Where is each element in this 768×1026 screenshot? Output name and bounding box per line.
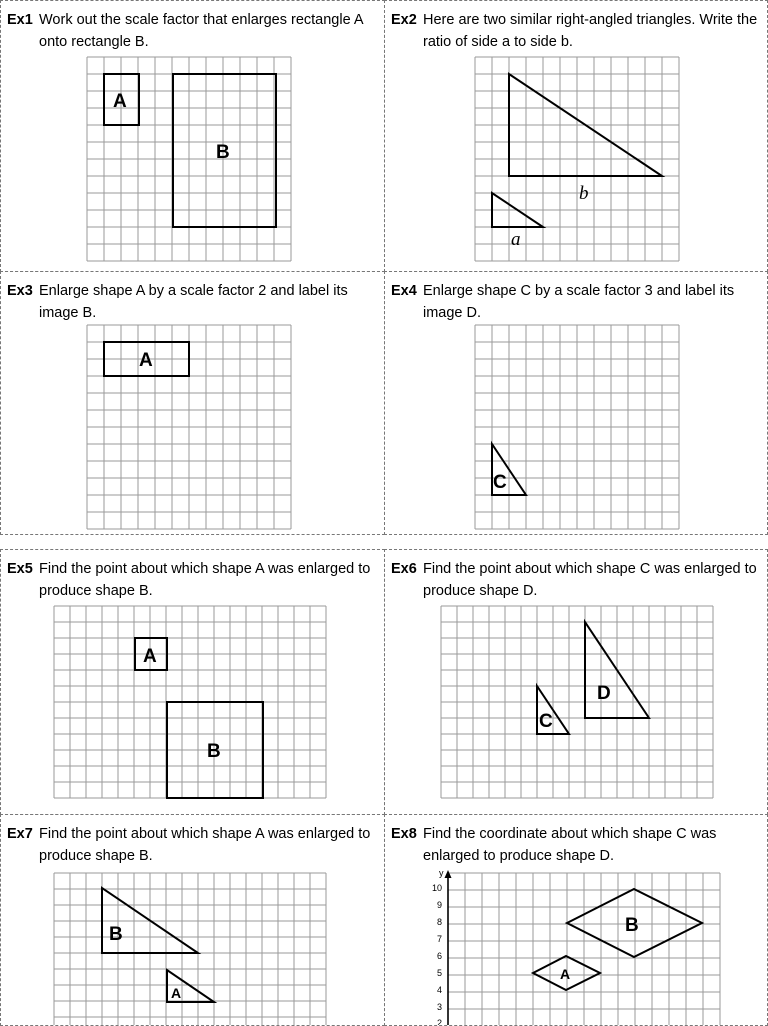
label-side-b: b [579, 183, 589, 204]
exercise-8-diagram [385, 815, 768, 1026]
label-a: A [113, 91, 127, 112]
exercise-6-diagram [385, 550, 768, 815]
label-b: B [207, 741, 221, 762]
y-tick-label: 10 [432, 883, 443, 893]
grid [475, 57, 679, 261]
y-tick-labels [432, 883, 442, 1026]
y-tick-label: 8 [437, 917, 443, 927]
y-tick-label: 4 [437, 985, 443, 995]
y-tick-label: 9 [437, 900, 443, 910]
exercise-question: Enlarge shape A by a scale factor 2 and label its image B. [39, 283, 348, 321]
y-tick-label: 6 [437, 951, 443, 961]
exercise-1-diagram [1, 1, 385, 272]
exercise-question: Find the point about which shape C was enlarged to produce shape D. [423, 561, 757, 599]
grid [448, 873, 720, 1026]
exercise-question: Enlarge shape C by a scale factor 3 and label its image D. [423, 283, 735, 321]
label-a: A [560, 966, 571, 982]
exercise-number: Ex4 [391, 283, 417, 299]
exercise-number: Ex1 [7, 12, 33, 28]
exercise-4 [384, 271, 768, 535]
grid [475, 325, 679, 529]
exercise-5-diagram [1, 550, 385, 815]
exercise-question: Find the point about which shape A was enlarged to produce shape B. [39, 826, 371, 864]
exercise-7-diagram [1, 815, 385, 1026]
exercise-number: Ex7 [7, 826, 33, 842]
grid [87, 57, 291, 261]
exercise-6 [384, 549, 768, 815]
exercise-1 [0, 0, 385, 272]
exercise-number: Ex5 [7, 561, 33, 577]
exercise-3-diagram [1, 272, 385, 535]
label-a: A [143, 646, 157, 667]
label-side-a: a [511, 229, 521, 250]
exercise-number: Ex6 [391, 561, 417, 577]
exercise-question: Find the point about which shape A was enlarged to produce shape B. [39, 561, 371, 599]
exercise-5 [0, 549, 385, 815]
label-d: D [597, 683, 611, 704]
grid [441, 606, 713, 798]
label-b: B [109, 924, 123, 945]
exercise-3 [0, 271, 385, 535]
label-a: A [171, 985, 182, 1001]
y-axis-arrow-icon [445, 870, 452, 878]
exercise-7 [0, 814, 385, 1026]
label-a: A [139, 350, 153, 371]
exercise-question: Work out the scale factor that enlarges rectangle A onto rectangle B. [39, 12, 363, 50]
exercise-4-diagram [385, 272, 768, 535]
y-tick-label: 3 [437, 1002, 443, 1012]
exercise-number: Ex3 [7, 283, 33, 299]
exercise-2-diagram [385, 1, 768, 272]
y-axis-label: y [439, 868, 444, 878]
exercise-2 [384, 0, 768, 272]
exercise-question: Here are two similar right-angled triangles. Write the ratio of side a to side b. [423, 12, 758, 50]
label-b: B [216, 142, 230, 163]
label-c: C [539, 711, 553, 732]
label-b: B [625, 915, 639, 936]
y-tick-label: 5 [437, 968, 443, 978]
label-c: C [493, 472, 507, 493]
exercise-8 [384, 814, 768, 1026]
y-tick-label: 7 [437, 934, 443, 944]
grid [54, 873, 326, 1026]
exercise-number: Ex2 [391, 12, 417, 28]
exercise-question: Find the coordinate about which shape C was enlarged to produce shape D. [423, 826, 717, 864]
exercise-number: Ex8 [391, 826, 417, 842]
y-tick-label: 2 [437, 1018, 443, 1026]
